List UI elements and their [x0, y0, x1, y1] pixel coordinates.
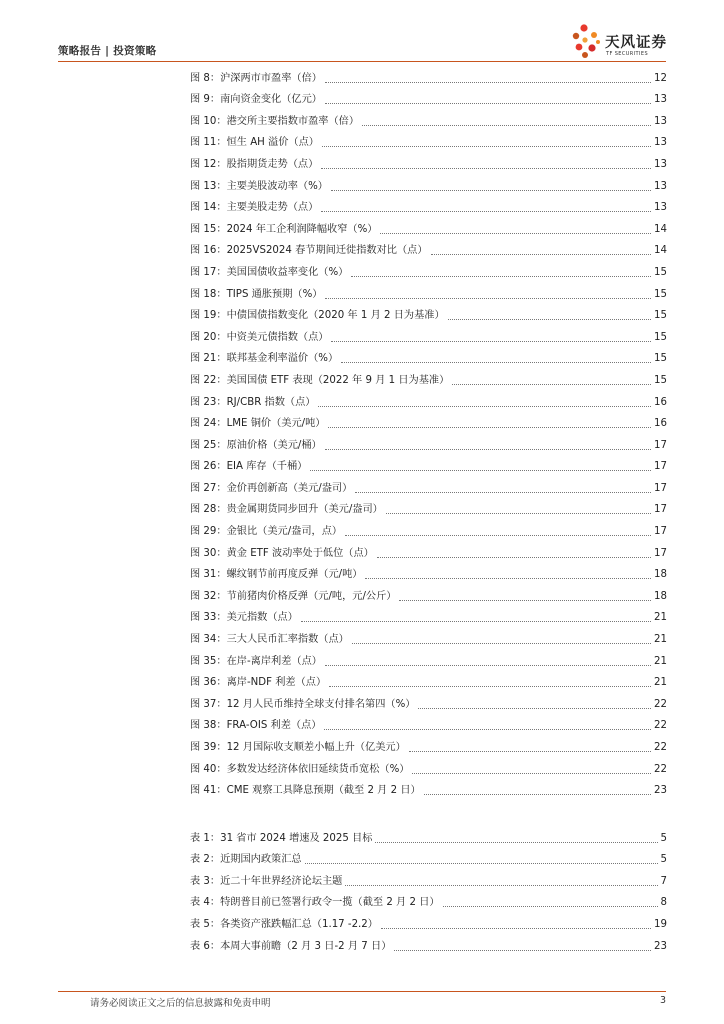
toc-entry-page: 18 [654, 590, 667, 602]
toc-leader-dots [325, 82, 651, 83]
toc-entry-title: 图 25：原油价格（美元/桶） [190, 439, 322, 451]
toc-entry[interactable] [190, 911, 667, 933]
toc-leader-dots [431, 254, 651, 255]
toc-entry[interactable] [190, 216, 667, 238]
toc-entry-title: 图 15：2024 年工企利润降幅收窄（%） [190, 223, 378, 235]
toc-entry-title: 图 33：美元指数（点） [190, 612, 298, 624]
toc-leader-dots [424, 794, 651, 795]
toc-entry-title: 图 20：中资美元债指数（点） [190, 331, 329, 343]
toc-leader-dots [418, 708, 651, 709]
toc-entry-page: 13 [654, 137, 667, 149]
toc-entry[interactable] [190, 562, 667, 584]
toc-entry-page: 13 [654, 202, 667, 214]
toc-entry-page: 22 [654, 742, 667, 753]
toc-leader-dots [352, 643, 651, 644]
toc-entry-page: 22 [654, 763, 667, 775]
toc-entry-title: 表 6：本周大事前瞻（2 月 3 日-2 月 7 日） [190, 940, 392, 952]
toc-entry[interactable] [190, 648, 667, 670]
toc-leader-dots [341, 362, 651, 363]
toc-entry[interactable] [190, 303, 667, 325]
toc-leader-dots [377, 557, 651, 558]
toc-leader-dots [328, 427, 651, 428]
report-category: 策略报告 | 投资策略 [58, 45, 157, 57]
logo-petal-icon [570, 22, 602, 62]
toc-leader-dots [322, 146, 651, 147]
toc-entry[interactable] [190, 367, 667, 389]
toc-entry-title: 图 14：主要美股走势（点） [190, 202, 319, 214]
toc-entry-page: 21 [654, 677, 667, 689]
toc-entry-page: 17 [654, 439, 667, 451]
toc-entry[interactable] [190, 605, 667, 627]
toc-leader-dots [448, 319, 651, 320]
toc-entry[interactable] [190, 890, 667, 912]
toc-entry-page: 17 [654, 547, 667, 559]
page-number: 3 [659, 995, 666, 1006]
toc-entry-title: 图 13：主要美股波动率（%） [190, 180, 328, 192]
toc-entry-page: 13 [654, 180, 667, 192]
toc-entry[interactable] [190, 324, 667, 346]
toc-entry-title: 图 8：沪深两市市盈率（倍） [190, 72, 322, 84]
toc-leader-dots [452, 384, 651, 385]
toc-leader-dots [325, 665, 651, 666]
toc-entry-title: 图 18：TIPS 通胀预期（%） [190, 288, 323, 300]
toc-entry-page: 7 [660, 875, 667, 887]
toc-entry-page: 16 [654, 418, 667, 430]
toc-leader-dots [301, 621, 651, 622]
toc-entry[interactable] [190, 87, 667, 109]
figure-list [190, 65, 667, 799]
footer-disclaimer: 请务必阅读正文之后的信息披露和免责申明 [90, 998, 271, 1009]
footer-divider [58, 991, 666, 992]
toc-entry[interactable] [190, 868, 667, 890]
toc-entry-title: 表 4：特朗普目前已签署行政令一揽（截至 2 月 2 日） [190, 897, 440, 909]
toc-entry-title: 图 11：恒生 AH 溢价（点） [190, 137, 319, 149]
toc-entry-page: 17 [654, 526, 667, 538]
toc-entry[interactable] [190, 713, 667, 735]
toc-entry[interactable] [190, 518, 667, 540]
toc-entry[interactable] [190, 670, 667, 692]
toc-leader-dots [362, 125, 651, 126]
toc-entry-title: 图 34：三大人民币汇率指数（点） [190, 634, 349, 646]
toc-entry[interactable] [190, 130, 667, 152]
toc-entry-page: 17 [654, 482, 667, 494]
toc-leader-dots [394, 950, 651, 951]
toc-entry-page: 5 [660, 832, 667, 844]
toc-entry-page: 22 [654, 720, 667, 732]
toc-entry-page: 23 [654, 785, 667, 797]
toc-entry-page: 15 [654, 374, 667, 386]
toc-leader-dots [375, 842, 657, 843]
toc-entry[interactable] [190, 454, 667, 476]
toc-entry-page: 13 [654, 115, 667, 127]
toc-entry-page: 22 [654, 698, 667, 710]
toc-leader-dots [365, 578, 651, 579]
header-divider [58, 61, 666, 62]
toc-entry-title: 图 28：贵金属期货同步回升（美元/盎司） [190, 504, 383, 516]
toc-leader-dots [409, 751, 651, 752]
toc-entry-title: 图 10：港交所主要指数市盈率（倍） [190, 115, 360, 127]
toc-entry-title: 表 3：近二十年世界经济论坛主题 [190, 875, 343, 887]
toc-entry-title: 图 19：中债国债指数变化（2020 年 1 月 2 日为基准） [190, 310, 445, 322]
toc-entry-title: 图 16：2025VS2024 春节期间迁徙指数对比（点） [190, 245, 428, 257]
toc-leader-dots [324, 729, 651, 730]
company-logo [570, 22, 680, 62]
toc-entry[interactable] [190, 778, 667, 800]
toc-leader-dots [381, 928, 651, 929]
toc-leader-dots [399, 600, 651, 601]
toc-entry-page: 15 [654, 353, 667, 365]
toc-leader-dots [355, 492, 651, 493]
toc-entry-title: 图 26：EIA 库存（千桶） [190, 461, 308, 473]
toc-entry[interactable] [190, 734, 667, 756]
toc-entry[interactable] [190, 756, 667, 778]
toc-entry[interactable] [190, 411, 667, 433]
toc-leader-dots [310, 470, 651, 471]
toc-leader-dots [321, 168, 651, 169]
toc-entry-title: 图 22：美国国债 ETF 表现（2022 年 9 月 1 日为基准） [190, 374, 450, 386]
toc-entry-page: 15 [654, 331, 667, 343]
toc-entry-page: 16 [654, 396, 667, 408]
toc-entry-page: 15 [654, 266, 667, 278]
toc-entry-page: 15 [654, 288, 667, 300]
toc-leader-dots [443, 906, 658, 907]
toc-entry-page: 17 [654, 504, 667, 516]
toc-entry-title: 图 39：12 月国际收支顺差小幅上升（亿美元） [190, 742, 406, 753]
toc-entry[interactable] [190, 540, 667, 562]
table-list [190, 825, 667, 955]
toc-entry-title: 图 36：离岸-NDF 利差（点） [190, 677, 327, 689]
toc-entry[interactable] [190, 173, 667, 195]
toc-entry-page: 21 [654, 634, 667, 646]
toc-entry-title: 表 5：各类资产涨跌幅汇总（1.17 -2.2） [190, 918, 378, 930]
toc-entry[interactable] [190, 475, 667, 497]
toc-leader-dots [331, 190, 651, 191]
toc-entry[interactable] [190, 195, 667, 217]
toc-leader-dots [318, 406, 651, 407]
toc-entry-title: 图 41：CME 观察工具降息预期（截至 2 月 2 日） [190, 785, 421, 797]
logo-english-text: TF SECURITIES [606, 51, 649, 57]
toc-leader-dots [325, 449, 651, 450]
toc-leader-dots [321, 211, 651, 212]
toc-entry-page: 14 [654, 245, 667, 257]
toc-entry-title: 图 37：12 月人民币维持全球支付排名第四（%） [190, 698, 416, 710]
toc-leader-dots [345, 885, 657, 886]
toc-entry[interactable] [190, 108, 667, 130]
toc-entry-page: 8 [660, 897, 667, 909]
toc-entry[interactable] [190, 825, 667, 847]
toc-entry[interactable] [190, 238, 667, 260]
toc-leader-dots [325, 103, 651, 104]
toc-entry-page: 17 [654, 461, 667, 473]
toc-entry[interactable] [190, 389, 667, 411]
toc-entry-page: 19 [654, 918, 667, 930]
toc-leader-dots [331, 341, 651, 342]
toc-entry-title: 表 2：近期国内政策汇总 [190, 854, 302, 866]
toc-entry[interactable] [190, 497, 667, 519]
toc-entry-page: 23 [654, 940, 667, 952]
toc-leader-dots [351, 276, 651, 277]
toc-entry-title: 图 40：多数发达经济体依旧延续货币宽松（%） [190, 763, 410, 775]
toc-entry-title: 图 24：LME 铜价（美元/吨） [190, 418, 326, 430]
logo-chinese-text: 天风证券 [605, 35, 667, 51]
toc-entry-page: 12 [654, 72, 667, 84]
toc-entry-title: 图 27：金价再创新高（美元/盎司） [190, 482, 353, 494]
toc-entry[interactable] [190, 691, 667, 713]
toc-entry[interactable] [190, 432, 667, 454]
toc-entry-title: 图 30：黄金 ETF 波动率处于低位（点） [190, 547, 374, 559]
toc-entry-page: 21 [654, 612, 667, 624]
toc-leader-dots [345, 535, 651, 536]
toc-entry-page: 14 [654, 223, 667, 235]
toc-entry-page: 21 [654, 655, 667, 667]
toc-entry-title: 图 35：在岸-离岸利差（点） [190, 655, 322, 667]
toc-leader-dots [412, 773, 651, 774]
toc-entry[interactable] [190, 65, 667, 87]
toc-entry[interactable] [190, 151, 667, 173]
toc-entry-page: 13 [654, 158, 667, 170]
toc-entry[interactable] [190, 583, 667, 605]
toc-entry-title: 图 9：南向资金变化（亿元） [190, 94, 322, 106]
toc-entry-title: 图 21：联邦基金利率溢价（%） [190, 353, 339, 365]
toc-entry-title: 表 1：31 省市 2024 增速及 2025 目标 [190, 832, 373, 844]
toc-entry-page: 13 [654, 94, 667, 106]
toc-entry[interactable] [190, 933, 667, 955]
toc-entry-title: 图 17：美国国债收益率变化（%） [190, 266, 349, 278]
toc-entry-page: 18 [654, 569, 667, 581]
toc-leader-dots [380, 233, 651, 234]
toc-entry-page: 15 [654, 310, 667, 322]
toc-entry[interactable] [190, 626, 667, 648]
toc-entry-title: 图 31：螺纹钢节前再度反弹（元/吨） [190, 569, 363, 581]
toc-entry[interactable] [190, 847, 667, 869]
toc-entry-title: 图 12：股指期货走势（点） [190, 158, 319, 170]
toc-leader-dots [305, 863, 658, 864]
toc-entry-title: 图 23：RJ/CBR 指数（点） [190, 396, 316, 408]
toc-leader-dots [386, 513, 651, 514]
toc-entry-title: 图 29：金银比（美元/盎司，点） [190, 526, 343, 538]
toc-leader-dots [325, 298, 651, 299]
toc-entry-title: 图 38：FRA-OIS 利差（点） [190, 720, 322, 732]
toc-entry-title: 图 32：节前猪肉价格反弹（元/吨，元/公斤） [190, 590, 397, 602]
toc-entry[interactable] [190, 281, 667, 303]
toc-entry[interactable] [190, 259, 667, 281]
toc-leader-dots [329, 686, 651, 687]
toc-entry[interactable] [190, 346, 667, 368]
toc-entry-page: 5 [660, 854, 667, 866]
